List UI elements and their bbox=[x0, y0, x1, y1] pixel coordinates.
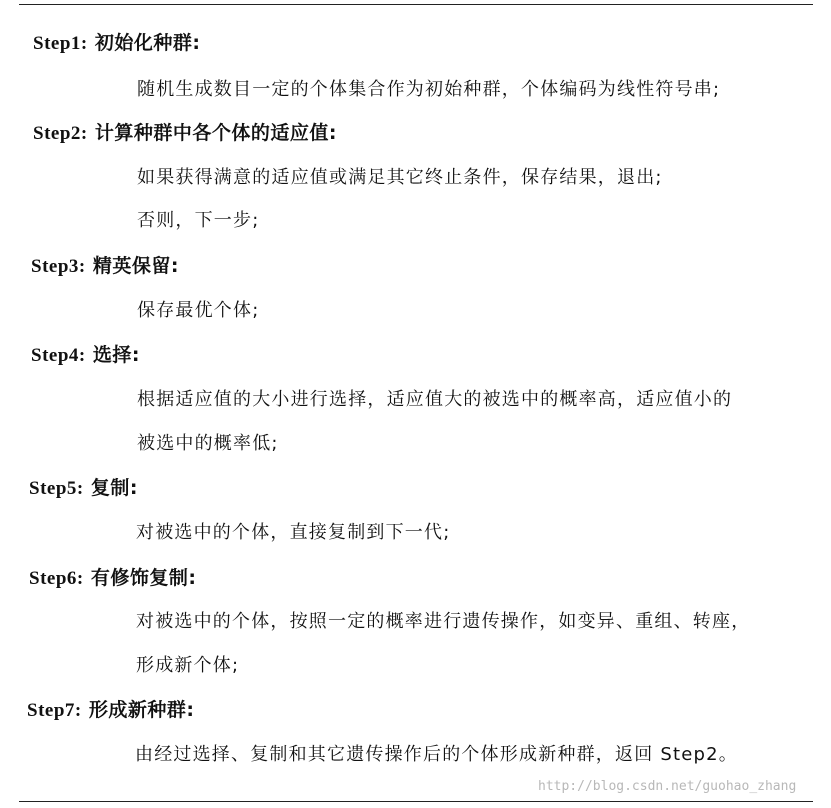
step2-title: 计算种群中各个体的适应值: bbox=[94, 122, 337, 144]
step6-line2: 形成新个体; bbox=[136, 655, 240, 676]
step7-heading bbox=[27, 695, 194, 722]
step6-line1: 对被选中的个体，按照一定的概率进行遗传操作，如变异、重组、转座， bbox=[136, 611, 751, 632]
step5-title: 复制: bbox=[90, 477, 138, 499]
step7-label: Step7: bbox=[27, 700, 82, 721]
step6-heading bbox=[29, 563, 196, 590]
step3-title: 精英保留: bbox=[92, 255, 179, 277]
step1-title: 初始化种群: bbox=[94, 32, 201, 54]
top-rule bbox=[19, 4, 813, 5]
step4-title: 选择: bbox=[92, 344, 140, 366]
step7-title: 形成新种群: bbox=[88, 699, 195, 721]
bottom-rule bbox=[19, 801, 813, 802]
step4-line1: 根据适应值的大小进行选择，适应值大的被选中的概率高，适应值小的 bbox=[137, 389, 733, 410]
step4-heading bbox=[31, 340, 140, 367]
step4-label: Step4: bbox=[31, 345, 86, 366]
step2-line2: 否则，下一步; bbox=[137, 210, 260, 231]
step3-heading bbox=[31, 251, 179, 278]
step5-label: Step5: bbox=[29, 478, 84, 499]
step3-line1: 保存最优个体; bbox=[137, 300, 260, 321]
step2-heading bbox=[33, 118, 337, 145]
step1-heading bbox=[33, 28, 200, 55]
step7-line1: 由经过选择、复制和其它遗传操作后的个体形成新种群，返回 Step2。 bbox=[135, 744, 738, 765]
step2-line1: 如果获得满意的适应值或满足其它终止条件，保存结果，退出; bbox=[137, 167, 663, 188]
step6-label: Step6: bbox=[29, 568, 84, 589]
watermark-url: http://blog.csdn.net/guohao_zhang bbox=[538, 779, 797, 794]
step1-line1: 随机生成数目一定的个体集合作为初始种群，个体编码为线性符号串; bbox=[137, 79, 721, 100]
step2-label: Step2: bbox=[33, 123, 88, 144]
step4-line2: 被选中的概率低; bbox=[137, 433, 279, 454]
step6-title: 有修饰复制: bbox=[90, 567, 197, 589]
step3-label: Step3: bbox=[31, 256, 86, 277]
step5-line1: 对被选中的个体，直接复制到下一代; bbox=[136, 522, 451, 543]
step1-label: Step1: bbox=[33, 33, 88, 54]
step5-heading bbox=[29, 473, 138, 500]
